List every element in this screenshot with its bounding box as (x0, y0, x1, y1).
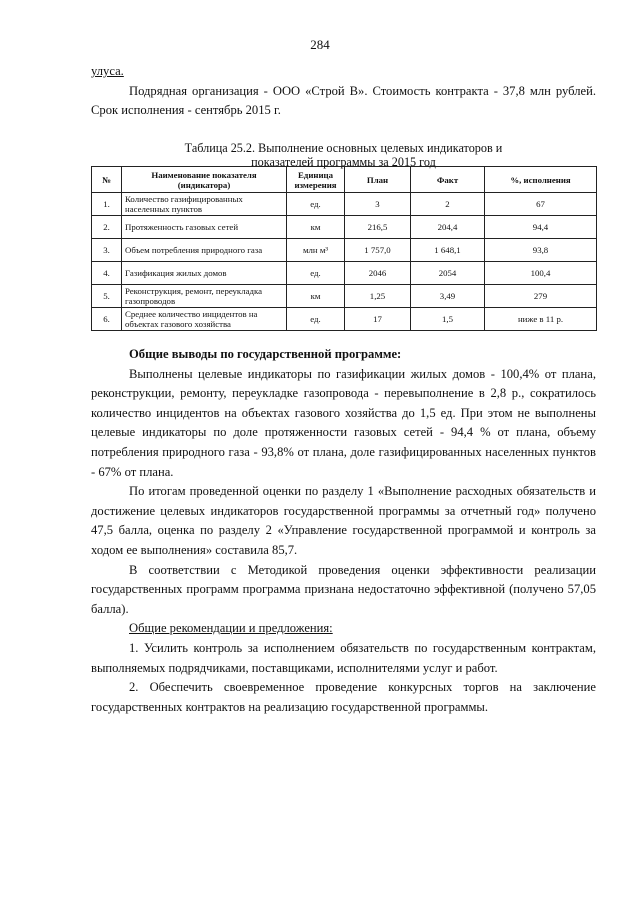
row-num: 5. (92, 285, 122, 308)
row-unit: ед. (287, 308, 345, 331)
header-plan: План (345, 167, 411, 193)
intro-paragraph: Подрядная организация - ООО «Строй В». Стоимость контракта - 37,8 млн рублей. Срок исполнения - сентябрь 2015 г. (91, 83, 596, 118)
row-num: 1. (92, 193, 122, 216)
conclusions-heading: Общие выводы по государственной программе: (129, 347, 402, 361)
conclusions-paragraph-3: В соответствии с Методикой проведения оценки эффективности реализации государственных программ программа признана недостаточно эффективной (получено 57,05 балла). (91, 562, 596, 616)
row-fact: 1,5 (411, 308, 485, 331)
row-percent: ниже в 11 р. (485, 308, 597, 331)
recommendation-2: 2. Обеспечить своевременное проведение конкурсных торгов на заключение государственных контрактов на реализацию государственной программы. (91, 680, 596, 714)
row-percent: 67 (485, 193, 597, 216)
row-name: Протяженность газовых сетей (122, 216, 287, 239)
row-fact: 3,49 (411, 285, 485, 308)
row-percent: 279 (485, 285, 597, 308)
row-num: 3. (92, 239, 122, 262)
row-percent: 93,8 (485, 239, 597, 262)
page-number: 284 (310, 37, 330, 52)
row-percent: 100,4 (485, 262, 597, 285)
row-name: Реконструкция, ремонт, переукладка газопроводов (122, 285, 287, 308)
row-num: 2. (92, 216, 122, 239)
row-unit: км (287, 216, 345, 239)
row-plan: 2046 (345, 262, 411, 285)
header-fact: Факт (411, 167, 485, 193)
conclusions-paragraph-2: По итогам проведенной оценки по разделу 1 «Выполнение расходных обязательств и достижение целевых индикаторов государственной программы за отчетный год» получено 47,5 балла, оценка по разделу 2 «Управление государственной программой и контроль за ходом ее выполнения» составила 85,7. (91, 484, 596, 557)
table-row (92, 262, 597, 285)
row-name: Газификация жилых домов (122, 262, 287, 285)
row-plan: 216,5 (345, 216, 411, 239)
row-fact: 2 (411, 193, 485, 216)
table-row (92, 285, 597, 308)
indicators-table (91, 166, 597, 331)
row-name: Среднее количество инцидентов на объектах газового хозяйства (122, 308, 287, 331)
header-unit: Единица измерения (287, 167, 345, 193)
row-plan: 1,25 (345, 285, 411, 308)
row-unit: км (287, 285, 345, 308)
row-name: Количество газифицированных населенных пунктов (122, 193, 287, 216)
table-caption-line2: показателей программы за 2015 год (251, 155, 436, 169)
row-fact: 204,4 (411, 216, 485, 239)
header-name: Наименование показателя (индикатора) (122, 167, 287, 193)
recommendation-1: 1. Усилить контроль за исполнением обязательств по государственным контрактам, выполняемых подрядчиками, поставщиками, исполнителями услуг и работ. (91, 640, 596, 675)
row-percent: 94,4 (485, 216, 597, 239)
header-num: № (92, 167, 122, 193)
table-row (92, 216, 597, 239)
table-caption (91, 141, 596, 169)
table-row (92, 193, 597, 216)
row-name: Объем потребления природного газа (122, 239, 287, 262)
table-header-row (92, 167, 597, 193)
row-fact: 2054 (411, 262, 485, 285)
table-row (92, 239, 597, 262)
row-num: 4. (92, 262, 122, 285)
row-unit: ед. (287, 262, 345, 285)
row-fact: 1 648,1 (411, 239, 485, 262)
intro-text (91, 62, 596, 121)
conclusions-paragraph-1: Выполнены целевые индикаторы по газификации жилых домов - 100,4% от плана, реконструкции, ремонту, переукладке газопровода - перевыполнение в 2,8 р., сократилось количество инцидентов на объектах газового хозяйства до 1,5 ед. При этом не выполнены целевые индикаторы по доле протяженности газовых сетей - 94,4 % от плана, объему потребления природного газа - 93,8% от плана, доле газифицированных населенных пунктов - 67% от плана. (91, 366, 596, 479)
recommendations-heading: Общие рекомендации и предложения: (129, 621, 333, 636)
row-plan: 3 (345, 193, 411, 216)
row-plan: 1 757,0 (345, 239, 411, 262)
row-plan: 17 (345, 308, 411, 331)
table-row (92, 308, 597, 331)
row-unit: ед. (287, 193, 345, 216)
table-caption-line1: Таблица 25.2. Выполнение основных целевых индикаторов и (184, 141, 503, 155)
intro-line: улуса. (91, 64, 124, 78)
header-percent: %, исполнения (485, 167, 597, 193)
row-num: 6. (92, 308, 122, 331)
conclusions-section (91, 345, 596, 717)
row-unit: млн м³ (287, 239, 345, 262)
